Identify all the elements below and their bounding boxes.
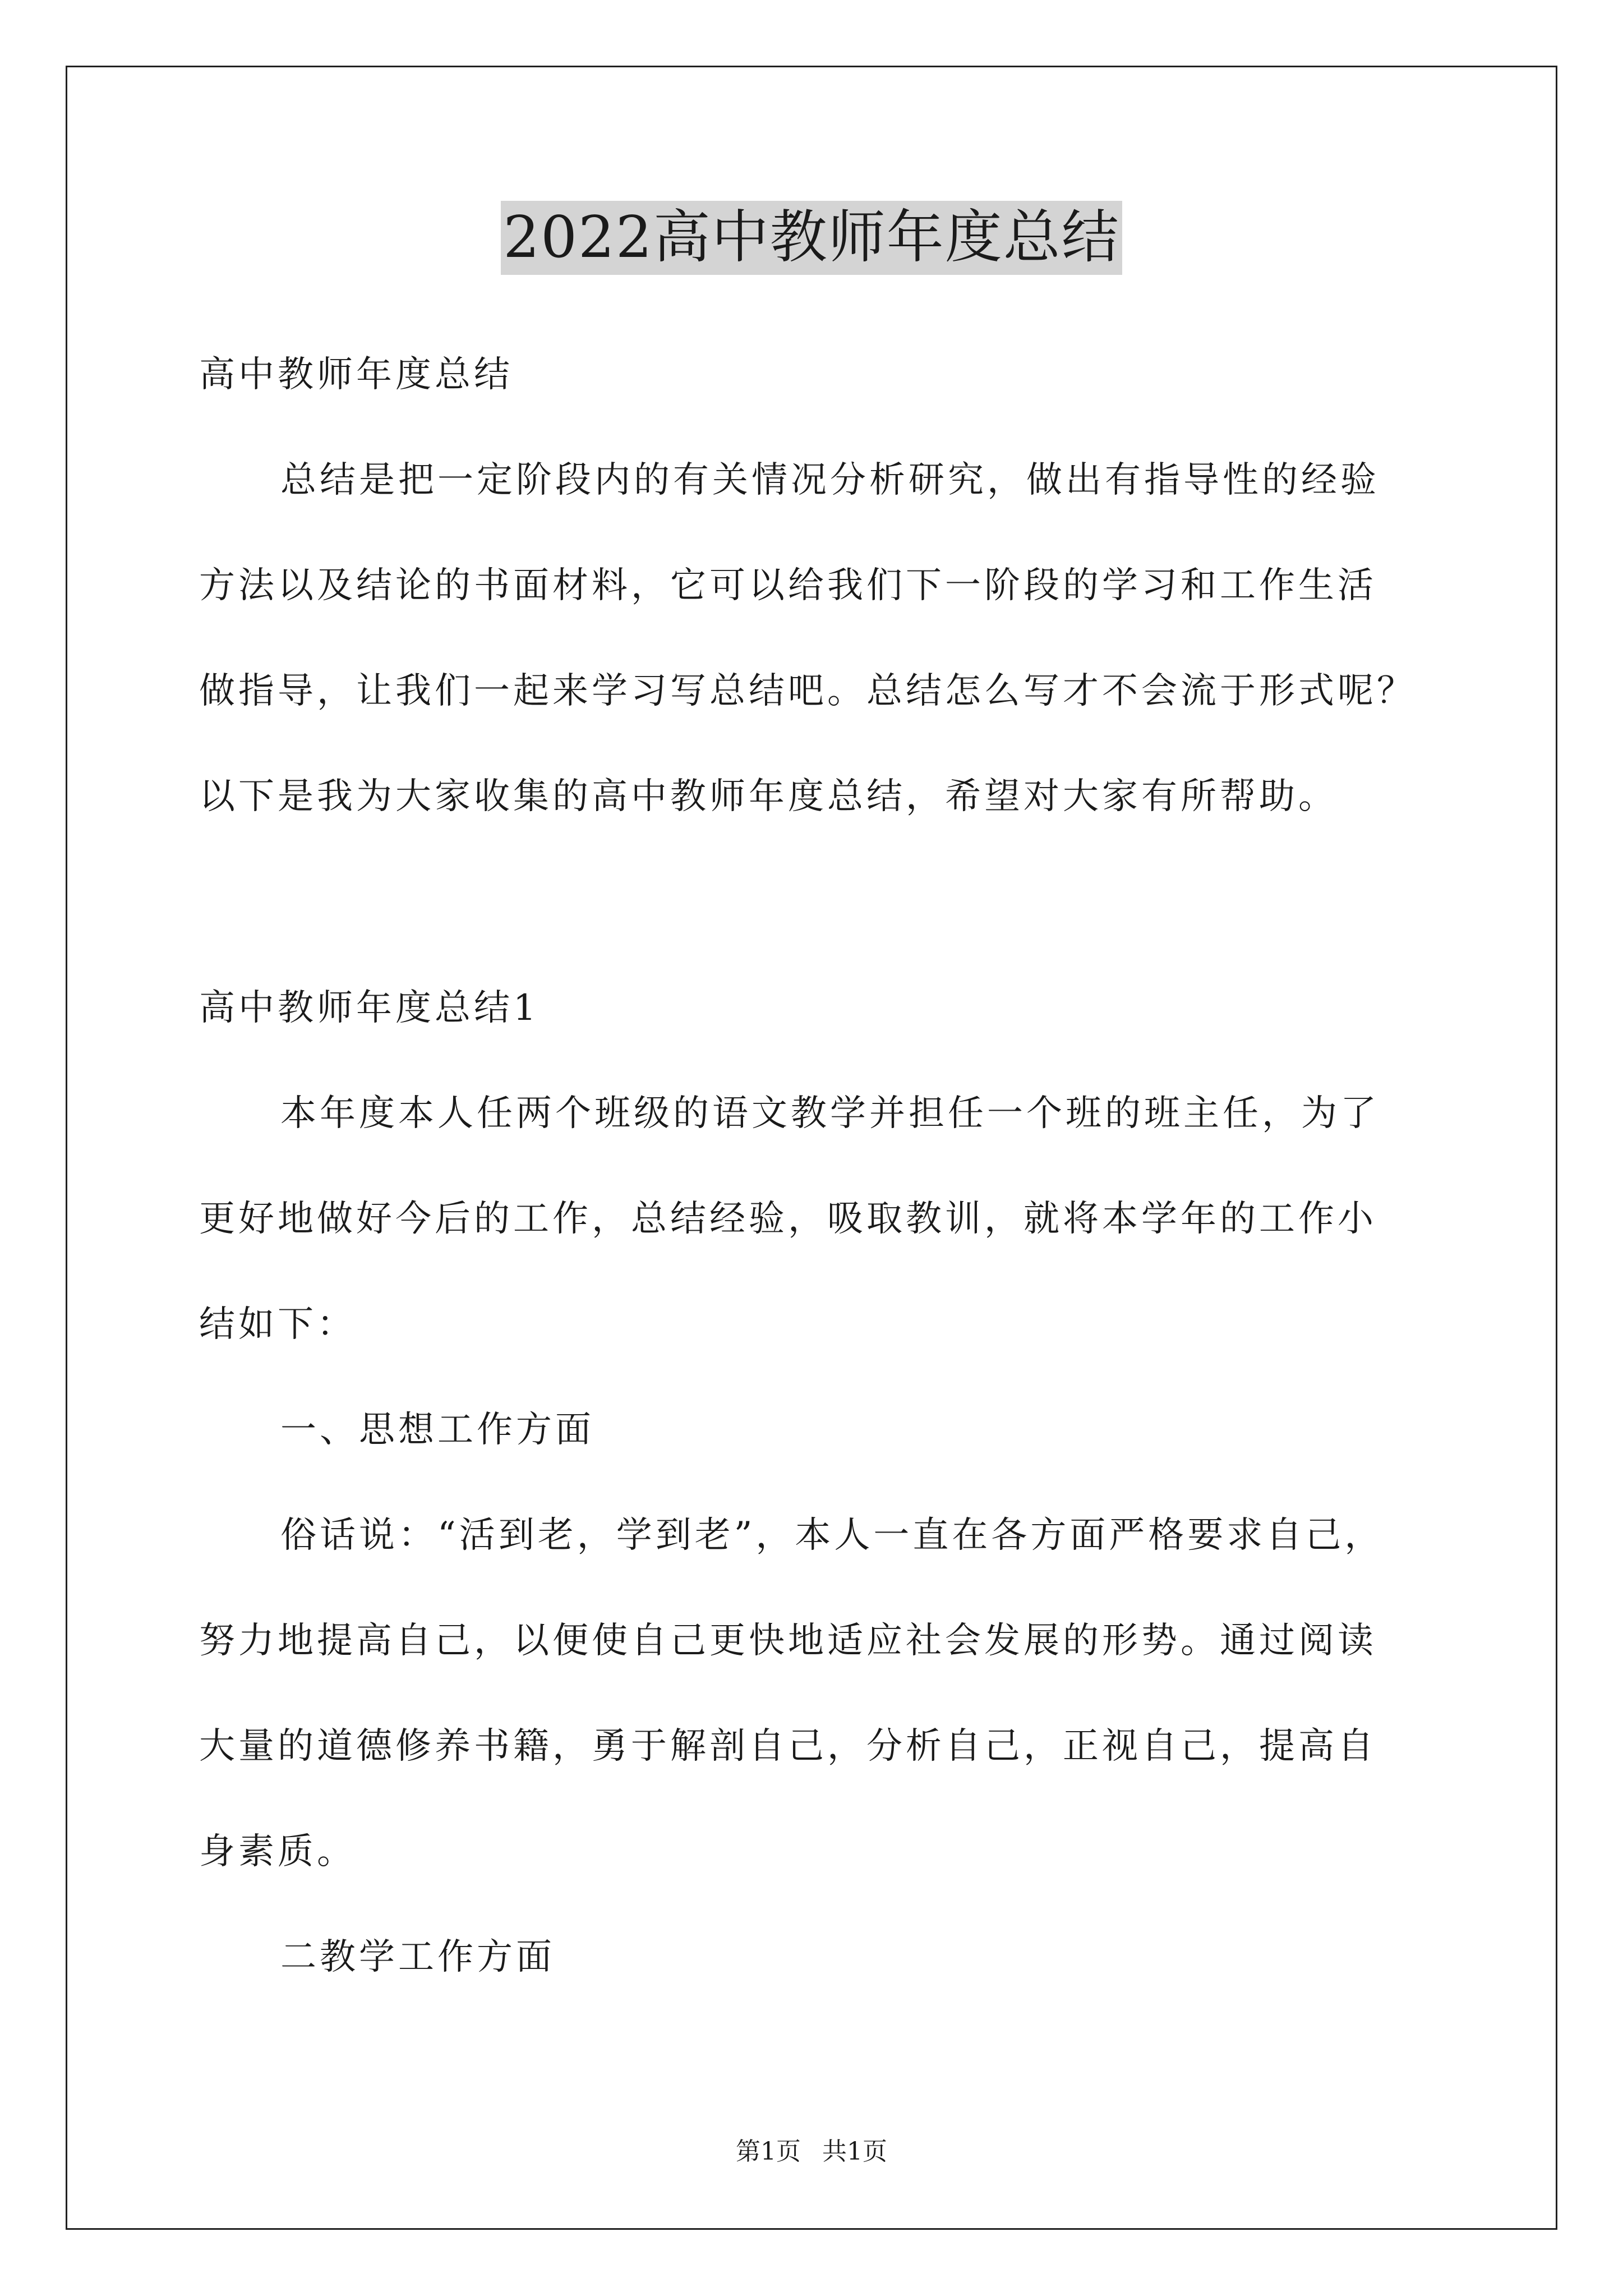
paragraph-line: 更好地做好今后的工作，总结经验，吸取教训，就将本学年的工作小 bbox=[199, 1198, 1377, 1240]
paragraph-line: 以下是我为大家收集的高中教师年度总结，希望对大家有所帮助。 bbox=[199, 776, 1338, 817]
subsection-heading: 一、思想工作方面 bbox=[280, 1409, 594, 1451]
intro-heading: 高中教师年度总结 bbox=[199, 354, 513, 395]
paragraph-line: 结如下： bbox=[199, 1304, 356, 1345]
paragraph-line: 努力地提高自己，以便使自己更快地适应社会发展的形势。通过阅读 bbox=[199, 1620, 1377, 1662]
subsection-heading: 二教学工作方面 bbox=[280, 1936, 555, 1978]
paragraph-line: 俗话说：“活到老，学到老”，本人一直在各方面严格要求自己， bbox=[280, 1515, 1384, 1556]
section-heading: 高中教师年度总结1 bbox=[199, 987, 540, 1029]
paragraph-line: 身素质。 bbox=[199, 1831, 356, 1872]
paragraph-line: 做指导，让我们一起来学习写总结吧。总结怎么写才不会流于形式呢？ bbox=[199, 670, 1416, 712]
paragraph-line: 总结是把一定阶段内的有关情况分析研究，做出有指导性的经验 bbox=[280, 459, 1380, 501]
page-footer bbox=[0, 2136, 1623, 2168]
title-container bbox=[0, 201, 1623, 275]
paragraph-line: 大量的道德修养书籍，勇于解剖自己，分析自己，正视自己，提高自 bbox=[199, 1726, 1377, 1767]
page-number: 第1页 bbox=[736, 2137, 801, 2166]
page-total: 共1页 bbox=[822, 2137, 887, 2166]
paragraph-line: 本年度本人任两个班级的语文教学并担任一个班的班主任，为了 bbox=[280, 1093, 1380, 1134]
paragraph-line: 方法以及结论的书面材料，它可以给我们下一阶段的学习和工作生活 bbox=[199, 565, 1377, 606]
document-title: 2022高中教师年度总结 bbox=[501, 201, 1122, 275]
